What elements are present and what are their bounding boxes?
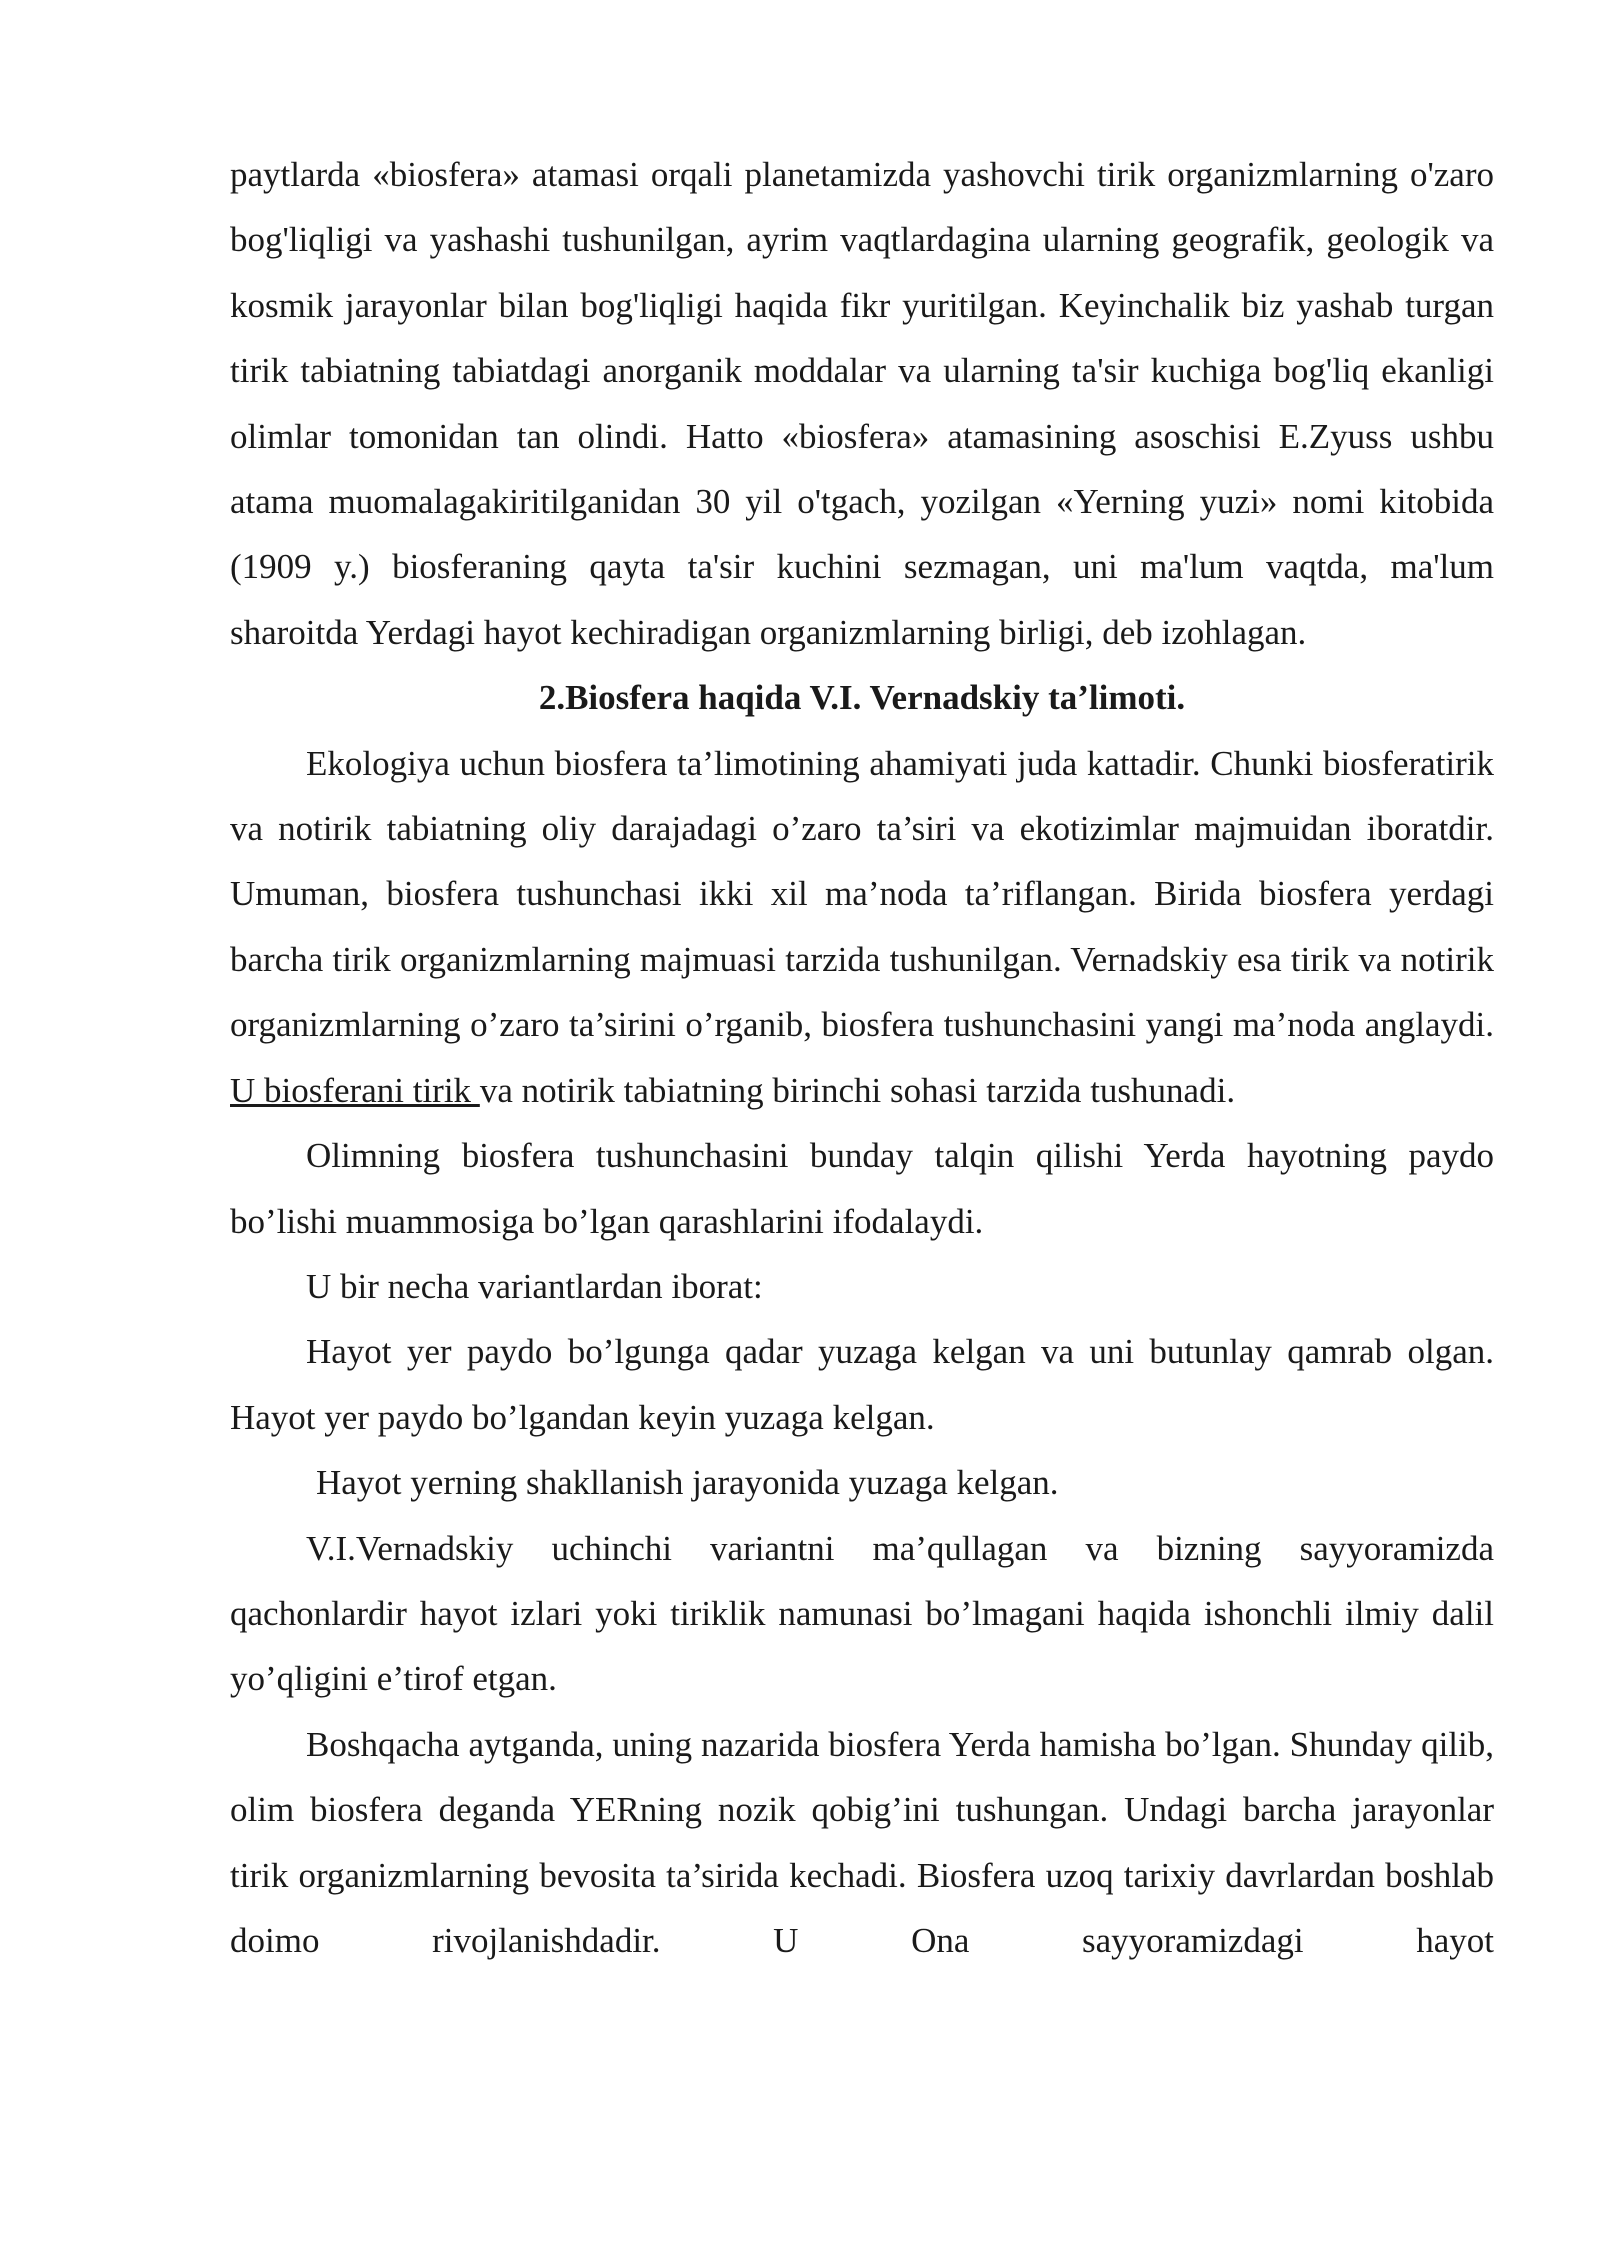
paragraph-vernadskiy: V.I.Vernadskiy uchinchi variantni ma’qullagan va bizning sayyoramizda qachonlardir hayot izlari yoki tiriklik namunasi bo’lmagani haqida ishonchli ilmiy dalil yo’qligini e’tirof etgan.	[230, 1528, 1494, 1699]
paragraph-variants-intro: U bir necha variantlardan iborat:	[306, 1266, 763, 1306]
paragraph-variant-one-two: Hayot yer paydo bo’lgunga qadar yuzaga kelgan va uni butunlay qamrab olgan. Hayot yer paydo bo’lgandan keyin yuzaga kelgan.	[230, 1332, 1494, 1437]
section-heading: 2.Biosfera haqida V.I. Vernadskiy ta’limoti.	[538, 678, 1186, 718]
paragraph-interpretation: Olimning biosfera tushunchasini bunday talqin qilishi Yerda hayotning paydo bo’lishi muammosiga bo’lgan qarashlarini ifodalaydi.	[230, 1136, 1494, 1241]
underlined-phrase: U biosferani tirik	[230, 1070, 480, 1110]
paragraph-conclusion: Boshqacha aytganda, uning nazarida biosfera Yerda hamisha bo’lgan. Shunday qilib, olim biosfera deganda YERning nozik qobig’ini tushungan. Undagi barcha jarayonlar tirik organizmlarning bevosita ta’sirida kechadi. Biosfera uzoq tarixiy davrlardan boshlab doimo rivojlanishdadir. U Ona sayyoramizdagi hayot	[230, 1724, 1494, 1960]
paragraph-ecology-tail: va notirik tabiatning birinchi sohasi tarzida tushunadi.	[479, 1070, 1236, 1110]
paragraph-ecology	[230, 731, 1494, 1123]
document-page	[230, 142, 1494, 1973]
paragraph-intro: paytlarda «biosfera» atamasi orqali planetamizda yashovchi tirik organizmlarning o'zaro bog'liqligi va yashashi tushunilgan, ayrim vaqtlardagina ularning geografik, geologik va kosmik jarayonlar bilan bog'liqligi haqida fikr yuritilgan. Keyinchalik biz yashab turgan tirik tabiatning tabiatdagi anorganik moddalar va ularning ta'sir kuchiga bog'liq ekanligi olimlar tomonidan tan olindi. Hatto «biosfera» atamasining asoschisi E.Zyuss ushbu atama muomalagakiritilganidan 30 yil o'tgach, yozilgan «Yerning yuzi» nomi kitobida (1909 y.) biosferaning qayta ta'sir kuchini sezmagan, uni ma'lum vaqtda, ma'lum sharoitda Yerdagi hayot kechiradigan organizmlarning birligi, deb izohlagan.	[230, 155, 1494, 652]
paragraph-variant-three: Hayot yerning shakllanish jarayonida yuzaga kelgan.	[316, 1463, 1059, 1503]
paragraph-ecology-text: Ekologiya uchun biosfera ta’limotining ahamiyati juda kattadir. Chunki biosferatirik va notirik tabiatning oliy darajadagi o’zaro ta’siri va ekotizimlar majmuidan iboratdir. Umuman, biosfera tushunchasi ikki xil ma’noda ta’riflangan. Birida biosfera yerdagi barcha tirik organizmlarning majmuasi tarzida tushunilgan. Vernadskiy esa tirik va notirik organizmlarning o’zaro ta’sirini o’rganib, biosfera tushunchasini yangi ma’noda anglaydi.	[230, 743, 1494, 1045]
